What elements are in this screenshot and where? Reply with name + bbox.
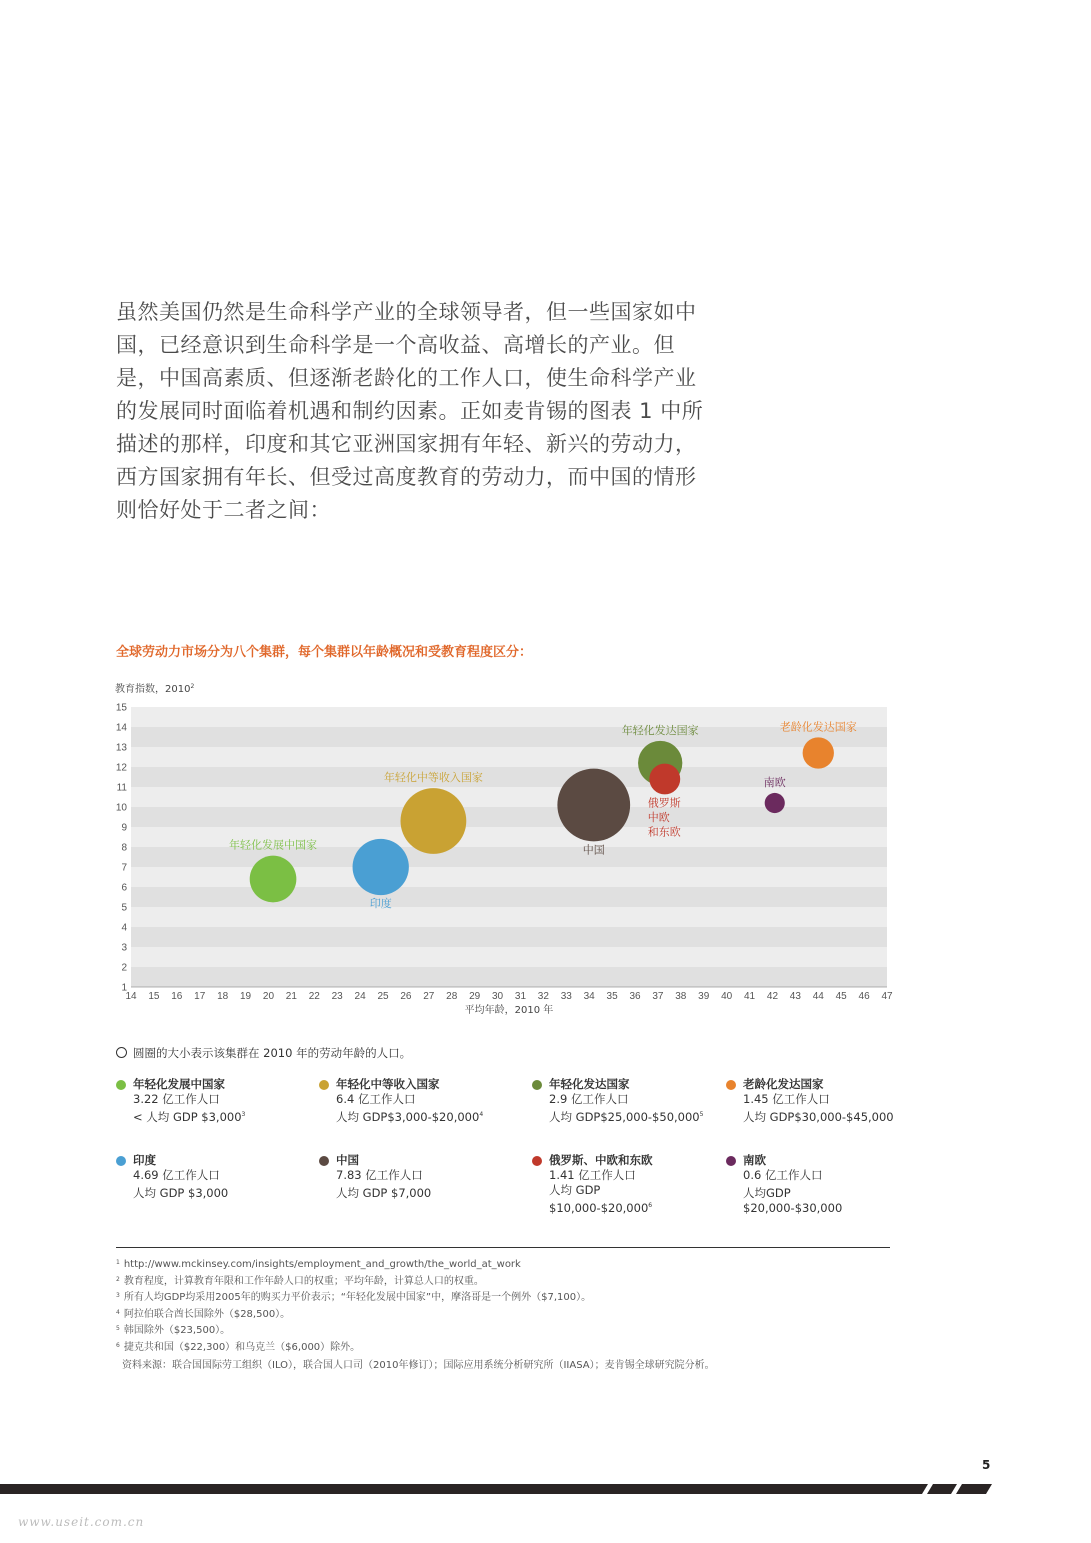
footnote-text: 阿拉伯联合酋长国除外（$28,500）。 — [123, 1308, 291, 1320]
chart-title: 全球劳动力市场分为八个集群，每个集群以年龄概况和受教育程度区分： — [116, 645, 533, 660]
legend-item — [532, 1077, 703, 1125]
y-tick-label: 5 — [121, 902, 127, 914]
y-tick-label: 15 — [115, 702, 127, 714]
footnote-link[interactable]: http://www.mckinsey.com/insights/employment_and_growth/the_world_at_work — [123, 1259, 521, 1270]
footnote-number: 4 — [116, 1308, 120, 1316]
bubble-label: 老龄化发达国家 — [779, 720, 857, 734]
x-tick-label: 26 — [400, 991, 412, 1002]
footnote-ref: 4 — [479, 1111, 484, 1118]
bubble-label: 年轻化发达国家 — [621, 723, 699, 737]
size-legend-text: 圆圈的大小表示该集群在 2010 年的劳动年龄的人口。 — [133, 1046, 412, 1060]
legend-gdp: 人均 GDP$25,000-$50,000 — [549, 1109, 700, 1124]
legend-gdp: 人均GDP — [743, 1185, 791, 1200]
x-tick-label: 25 — [377, 991, 389, 1002]
x-tick-label: 40 — [721, 991, 733, 1002]
footnote-number: 5 — [116, 1325, 120, 1332]
y-tick-label: 9 — [121, 822, 127, 834]
footnote-text: 捷克共和国（$22,300）和乌克兰（$6,000）除外。 — [123, 1341, 361, 1353]
bubble-label: 中国 — [582, 843, 605, 857]
circle-outline-icon — [116, 1047, 127, 1058]
legend-item — [319, 1153, 431, 1201]
x-tick-label: 35 — [606, 991, 618, 1002]
legend-workforce: 6.4 亿工作人口 — [336, 1092, 416, 1106]
size-legend-note — [116, 1045, 411, 1061]
x-tick-label: 43 — [789, 991, 801, 1002]
x-tick-label: 22 — [308, 991, 320, 1002]
legend-name: 俄罗斯、中欧和东欧 — [549, 1153, 653, 1167]
legend-item — [726, 1153, 842, 1216]
y-tick-label: 3 — [121, 942, 127, 954]
x-tick-label: 37 — [652, 991, 664, 1002]
footnote-number: 6 — [116, 1341, 120, 1349]
page-number: 5 — [982, 1458, 991, 1472]
legend-dot-icon — [532, 1080, 542, 1090]
legend-gdp: 人均 GDP$3,000-$20,000 — [336, 1109, 480, 1124]
bubble-label: 和东欧 — [647, 825, 681, 839]
legend-name: 年轻化发展中国家 — [133, 1077, 225, 1091]
legend-item — [116, 1077, 245, 1125]
band-slash-1 — [927, 1484, 957, 1494]
y-tick-label: 12 — [115, 762, 127, 774]
x-tick-label: 23 — [331, 991, 343, 1002]
legend-gdp-range: $20,000-$30,000 — [743, 1200, 843, 1215]
legend-name: 南欧 — [743, 1153, 766, 1167]
x-tick-label: 34 — [583, 991, 595, 1002]
y-tick-label: 13 — [115, 742, 127, 754]
x-tick-label: 24 — [354, 991, 366, 1002]
x-tick-label: 45 — [835, 991, 847, 1002]
x-tick-label: 28 — [446, 991, 458, 1002]
legend-workforce: 2.9 亿工作人口 — [549, 1092, 629, 1106]
legend-item — [319, 1077, 483, 1125]
legend-gdp-range: $10,000-$20,000 — [549, 1200, 649, 1215]
x-tick-label: 42 — [766, 991, 779, 1002]
footnote-divider — [116, 1247, 890, 1248]
legend-gdp: 人均 GDP $7,000 — [336, 1185, 432, 1200]
plot-band — [131, 727, 887, 747]
footnote-number: 1 — [116, 1259, 120, 1266]
footnote-ref: 5 — [699, 1111, 704, 1118]
bubble — [401, 788, 467, 854]
legend-name: 中国 — [336, 1153, 359, 1167]
x-tick-label: 39 — [698, 991, 710, 1002]
plot-band — [131, 967, 887, 987]
x-tick-label: 29 — [469, 991, 481, 1002]
y-tick-label: 2 — [121, 962, 127, 974]
footnote — [116, 1306, 916, 1323]
band-bar — [0, 1484, 928, 1494]
x-tick-label: 21 — [285, 991, 297, 1002]
watermark: www.useit.com.cn — [18, 1515, 145, 1529]
x-tick-label: 14 — [125, 991, 137, 1002]
bubble-chart — [110, 680, 900, 1020]
y-tick-label: 10 — [115, 802, 127, 814]
bubble — [765, 793, 785, 813]
footnote-number: 2 — [116, 1275, 120, 1283]
x-tick-label: 46 — [858, 991, 870, 1002]
footnote — [116, 1256, 916, 1273]
legend-gdp: 人均 GDP — [549, 1183, 601, 1197]
x-axis-label: 平均年龄，2010 年 — [464, 1005, 554, 1016]
x-tick-label: 44 — [812, 991, 824, 1002]
legend-workforce: 7.83 亿工作人口 — [336, 1168, 423, 1182]
footnote — [116, 1273, 916, 1290]
x-tick-label: 20 — [262, 991, 275, 1002]
legend-dot-icon — [116, 1156, 126, 1166]
footnote — [116, 1289, 916, 1306]
legend-name: 年轻化发达国家 — [549, 1077, 630, 1091]
cluster-legend — [116, 1077, 916, 1217]
footnote-text: 所有人均GDP均采用2005年的购买力平价表示；“年轻化发展中国家”中，摩洛哥是一个例外（$7,100）。 — [123, 1292, 592, 1303]
bubble-label: 印度 — [369, 897, 392, 911]
footnote — [116, 1339, 916, 1356]
y-tick-label: 1 — [121, 982, 127, 994]
x-tick-label: 27 — [423, 991, 435, 1002]
y-tick-label: 4 — [121, 922, 127, 934]
footnote — [116, 1322, 916, 1339]
footnote-text: 教育程度，计算教育年限和工作年龄人口的权重；平均年龄，计算总人口的权重。 — [123, 1275, 484, 1287]
x-tick-label: 41 — [743, 991, 756, 1002]
legend-workforce: 1.45 亿工作人口 — [743, 1092, 830, 1106]
bubble — [250, 856, 297, 903]
x-tick-label: 32 — [537, 991, 549, 1002]
legend-item — [532, 1153, 653, 1216]
bottom-band — [0, 1480, 1091, 1500]
y-tick-label: 11 — [116, 782, 127, 794]
legend-item — [726, 1077, 894, 1125]
x-tick-label: 36 — [629, 991, 641, 1002]
footnote-text: 韩国除外（$23,500）。 — [123, 1325, 231, 1336]
y-tick-label: 7 — [121, 862, 127, 874]
x-tick-label: 30 — [491, 991, 504, 1002]
legend-workforce: 3.22 亿工作人口 — [133, 1092, 220, 1106]
legend-name: 印度 — [133, 1153, 156, 1167]
bubble-label: 俄罗斯 — [647, 796, 681, 810]
x-tick-label: 19 — [239, 991, 252, 1002]
legend-name: 年轻化中等收入国家 — [336, 1077, 440, 1091]
plot-band — [131, 927, 887, 947]
bubble — [557, 769, 630, 842]
legend-name: 老龄化发达国家 — [743, 1077, 824, 1091]
legend-gdp: < 人均 GDP $3,000 — [133, 1109, 242, 1124]
legend-gdp: 人均 GDP $3,000 — [133, 1185, 229, 1200]
x-tick-label: 16 — [171, 991, 183, 1002]
legend-workforce: 1.41 亿工作人口 — [549, 1168, 636, 1182]
plot-band — [131, 887, 887, 907]
bubble — [803, 737, 834, 768]
x-tick-label: 17 — [194, 991, 206, 1002]
x-tick-label: 33 — [560, 991, 572, 1002]
bubble — [649, 764, 680, 795]
intro-paragraph: 虽然美国仍然是生命科学产业的全球领导者，但一些国家如中国，已经意识到生命科学是一个高收益、高增长的产业。但是，中国高素质、但逐渐老龄化的工作人口，使生命科学产业的发展同时面临着机遇和制约因素。正如麦肯锡的图表 1 中所描述的那样，印度和其它亚洲国家拥有年轻、新兴的劳动力，西方国家拥有年长、但受过高度教育的劳动力，而中国的情形则恰好处于二者之间： — [116, 300, 704, 522]
legend-dot-icon — [726, 1080, 736, 1090]
x-tick-label: 38 — [675, 991, 687, 1002]
legend-workforce: 4.69 亿工作人口 — [133, 1168, 220, 1182]
legend-item — [116, 1153, 228, 1201]
source-note: 资料来源：联合国国际劳工组织（ILO），联合国人口司（2010年修订）；国际应用系统分析研究所（IIASA）；麦肯锡全球研究院分析。 — [122, 1360, 715, 1371]
footnote-ref: 3 — [241, 1111, 246, 1118]
legend-dot-icon — [726, 1156, 736, 1166]
y-tick-label: 14 — [115, 722, 127, 734]
legend-dot-icon — [116, 1080, 126, 1090]
legend-dot-icon — [319, 1080, 329, 1090]
bubble-label: 年轻化中等收入国家 — [383, 771, 483, 785]
y-axis-label: 教育指数，2010$^2$ — [115, 683, 195, 695]
legend-dot-icon — [319, 1156, 329, 1166]
footnotes — [116, 1256, 916, 1374]
x-tick-label: 15 — [148, 991, 160, 1002]
y-tick-label: 6 — [121, 882, 127, 894]
x-tick-label: 31 — [514, 991, 527, 1002]
footnote-number: 3 — [116, 1292, 120, 1299]
band-slash-2 — [956, 1484, 992, 1494]
legend-dot-icon — [532, 1156, 542, 1166]
x-tick-label: 47 — [881, 991, 893, 1002]
x-tick-label: 18 — [217, 991, 229, 1002]
bubble-label: 中欧 — [647, 810, 670, 824]
footnote-ref: 6 — [648, 1202, 653, 1209]
y-axis-label-sup: 2 — [190, 683, 195, 690]
bubble-label: 南欧 — [763, 775, 786, 789]
legend-workforce: 0.6 亿工作人口 — [743, 1168, 823, 1182]
y-tick-label: 8 — [121, 842, 127, 854]
bubble-label: 年轻化发展中国家 — [229, 838, 318, 852]
bubble — [353, 839, 409, 895]
legend-gdp: 人均 GDP$30,000-$45,000 — [743, 1109, 894, 1124]
